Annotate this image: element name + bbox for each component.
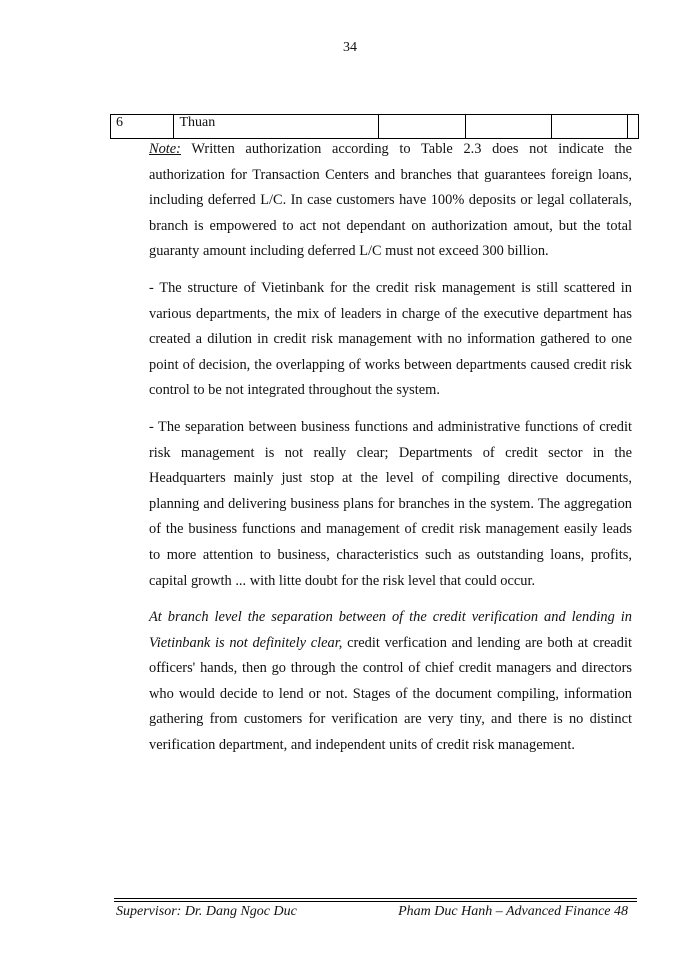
table-fragment	[110, 114, 639, 139]
table-cell-empty	[465, 115, 551, 139]
note-paragraph	[117, 137, 632, 265]
table-cell-empty	[378, 115, 465, 139]
footer-supervisor: Supervisor: Dr. Dang Ngoc Duc	[116, 904, 297, 919]
note-label: Note:	[149, 141, 181, 157]
paragraph-separation: - The separation between business functions and administrative functions of credit risk management is not really clear; Departments of credit sector in the Headquarters mainly just stop at the level of compiling directive documents, planning and delivering business plans for branches in the system. The aggregation of the business functions and management of credit risk management easily leads to more attention to business, characteristics such as outstanding loans, profits, capital growth ... with litte doubt for the risk level that could occur.	[149, 418, 632, 589]
table-cell-empty	[628, 115, 639, 139]
footer-author: Pham Duc Hanh – Advanced Finance 48	[398, 904, 628, 919]
table-cell-empty	[551, 115, 627, 139]
branch-level-text: credit verfication and lending are both at creadit officers' hands, then go through the control of chief credit managers and directors who would decide to lend or not. Stages of the document compiling, information gathering from customers for verification are very tiny, and there is no distinct verification department, and independent units of credit risk management.	[149, 634, 632, 754]
table-cell-no: 6	[111, 115, 174, 139]
body-text	[117, 137, 632, 759]
table-row	[111, 115, 639, 139]
paragraph-branch-level	[117, 605, 632, 759]
branch-level-italic: At branch level the separation between of the credit verification and lending in Vietinbank is not definitely clear,	[149, 609, 632, 651]
paragraph-structure: - The structure of Vietinbank for the credit risk management is still scattered in various departments, the mix of leaders in charge of the executive department has created a dilution in credit risk management with no information gathered to one point of decision, the overlapping of works between departments caused credit risk control to be not integrated throughout the system.	[149, 279, 632, 399]
page-number: 34	[343, 40, 357, 55]
note-text: Written authorization according to Table 2.3 does not indicate the authorization for Transaction Centers and branches that guarantees foreign loans, including deferred L/C. In case customers have 100% deposits or legal collaterals, branch is empowered to act not dependant on authorization amout, but the total guaranty amount including deferred L/C must not exceed 300 billion.	[149, 141, 632, 260]
footer-divider	[114, 898, 637, 902]
table-cell-name: Thuan	[174, 115, 378, 139]
